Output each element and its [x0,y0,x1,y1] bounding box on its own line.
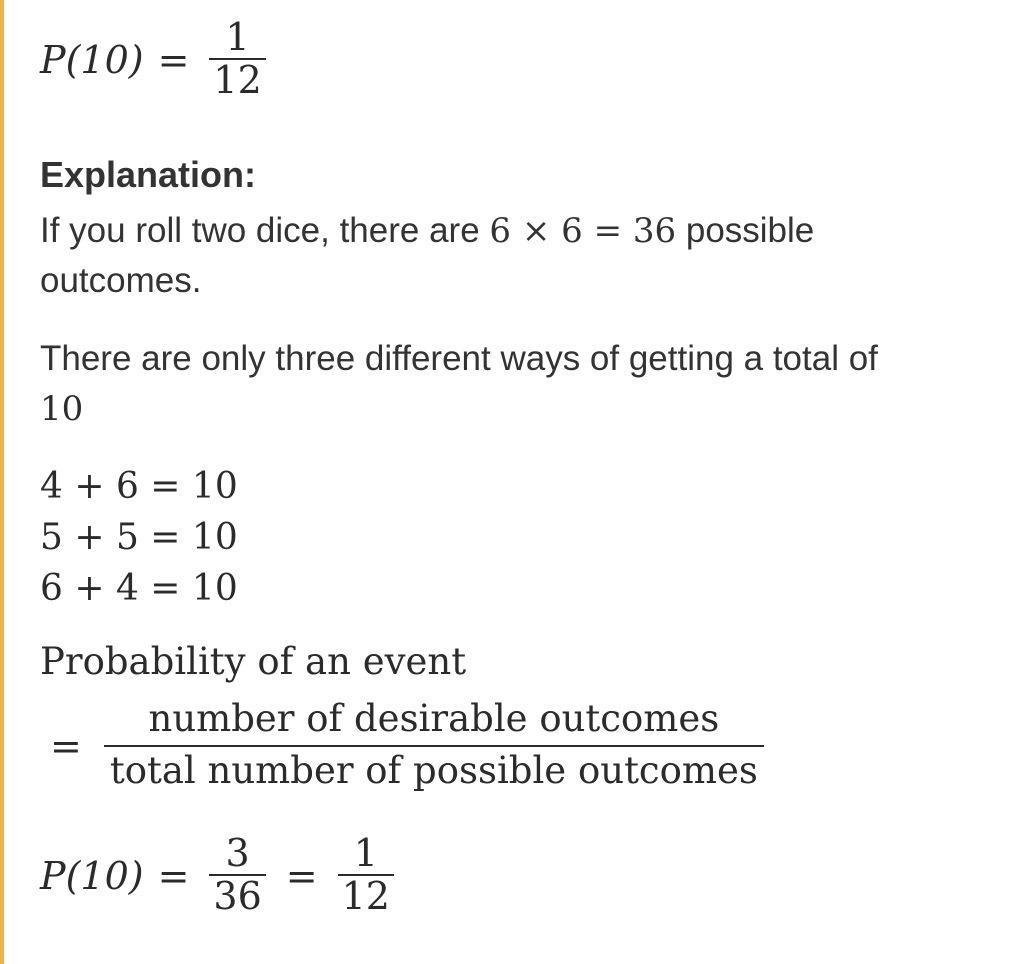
paragraph-ways-line2: 10 [40,389,84,429]
answer-lhs: P(10) [40,37,144,82]
final-numerator-1: 3 [225,831,250,875]
probability-denominator: total number of possible outcomes [104,745,764,792]
probability-numerator: number of desirable outcomes [148,697,720,740]
final-fraction-2 [338,831,394,918]
answer-denominator: 12 [209,58,265,102]
answer-equation [40,15,272,102]
probability-formula [50,697,770,792]
paragraph-1-text: If you roll two dice, there are [40,211,490,250]
final-lhs: P(10) [40,853,144,898]
paragraph-1-text-after: possible [676,211,815,250]
ways-list [40,461,238,614]
paragraph-dice-outcomes [40,206,814,256]
paragraph-1-math: 6 × 6 = 36 [489,211,677,251]
final-equation [40,831,400,918]
probability-equals: = [50,723,82,768]
probability-label: Probability of an event [40,640,467,683]
way-item: 4 + 6 = 10 [40,466,238,507]
answer-numerator: 1 [225,15,250,59]
final-fraction-1 [209,831,265,918]
paragraph-1-line2: outcomes. [40,261,202,300]
answer-fraction [209,15,265,102]
probability-fraction [104,697,764,792]
final-equals-2: = [285,853,318,898]
paragraph-ways-line1: There are only three different ways of getting a total of [40,339,878,378]
final-numerator-2: 1 [353,831,378,875]
final-denominator-1: 36 [209,874,265,918]
answer-equals: = [157,37,190,82]
final-equals-1: = [157,853,190,898]
accent-bar [0,0,4,964]
final-denominator-2: 12 [338,874,394,918]
way-item: 6 + 4 = 10 [40,568,238,609]
way-item: 5 + 5 = 10 [40,517,238,558]
explanation-heading: Explanation: [40,154,257,195]
